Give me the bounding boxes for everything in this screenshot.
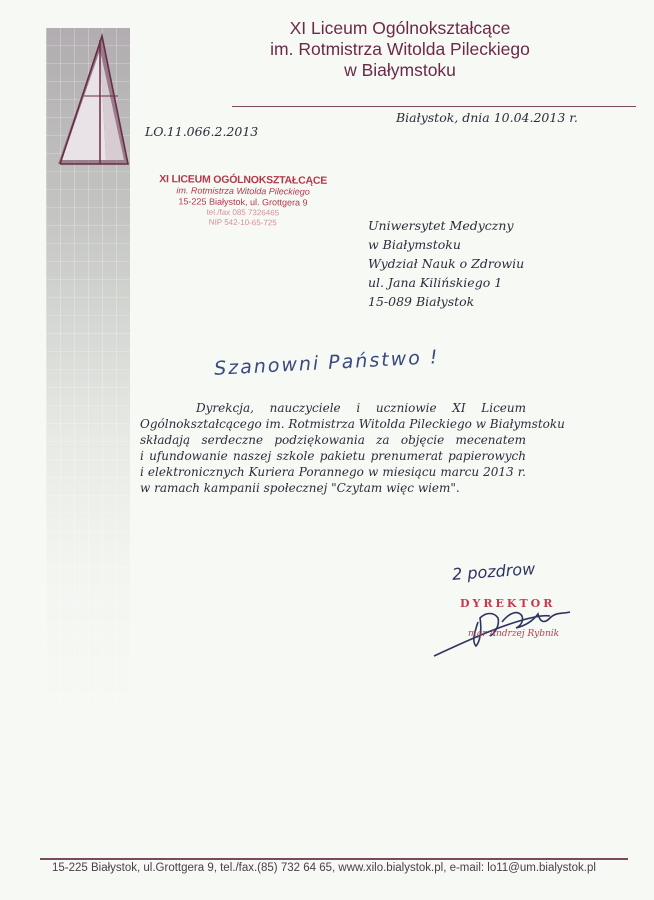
letter-body: [140, 400, 565, 496]
footer-divider: [40, 858, 628, 860]
body-line5: i elektronicznych Kuriera Porannego w miesiącu marcu 2013 r.: [140, 465, 526, 479]
school-name-line3: w Białymstoku: [344, 60, 456, 80]
body-line6: w ramach kampanii społecznej "Czytam więc wiem".: [140, 481, 460, 495]
director-name: mgr Andrzej Rybnik: [468, 629, 560, 639]
stamp-line1: XI LICEUM OGÓLNOKSZTAŁCĄCE: [159, 173, 328, 187]
recipient-line3: Wydział Nauk o Zdrowiu: [368, 256, 525, 271]
school-logo: [48, 30, 130, 168]
stamp-line5: NIP 542-10-65-725: [208, 217, 277, 228]
body-line2: Ogólnokształcącego im. Rotmistrza Witolda Pileckiego w Białymstoku: [140, 417, 565, 431]
recipient-line1: Uniwersytet Medyczny: [368, 218, 514, 233]
school-name-line2: im. Rotmistrza Witolda Pileckiego: [270, 39, 530, 59]
recipient-line4: ul. Jana Kilińskiego 1: [368, 275, 503, 290]
recipient-line5: 15-089 Białystok: [368, 294, 475, 309]
stamp-line3: 15-225 Białystok, ul. Grottgera 9: [178, 196, 308, 208]
school-name: [190, 18, 610, 81]
stamp-line2: im. Rotmistrza Witolda Pileckiego: [176, 185, 310, 197]
body-line3: składają serdeczne podziękowania za objęcie mecenatem: [140, 433, 526, 447]
handwritten-signature: [420, 582, 600, 662]
school-stamp: [158, 173, 329, 229]
date-line: Białystok, dnia 10.04.2013 r.: [396, 110, 578, 125]
recipient-address: [368, 216, 524, 311]
school-name-line1: XI Liceum Ogólnokształcące: [289, 18, 511, 38]
stamp-line4: tel./fax 085 7326465: [206, 207, 280, 218]
body-line1: Dyrekcja, nauczyciele i uczniowie XI Liceum: [196, 401, 526, 415]
recipient-line2: w Białymstoku: [368, 237, 461, 252]
footer-contact: 15-225 Białystok, ul.Grottgera 9, tel./fax.(85) 732 64 65, www.xilo.bialystok.pl, e-mail: lo11@um.bialystok.pl: [52, 862, 596, 874]
header-divider: [232, 106, 636, 107]
handwritten-salutation: Szanowni Państwo !: [213, 346, 440, 380]
reference-number: LO.11.066.2.2013: [145, 124, 259, 139]
signature-title: DYREKTOR: [460, 597, 556, 610]
body-line4: i ufundowanie naszej szkole pakietu prenumerat papierowych: [140, 449, 526, 463]
handwritten-note: 2 pozdrow: [451, 559, 536, 584]
